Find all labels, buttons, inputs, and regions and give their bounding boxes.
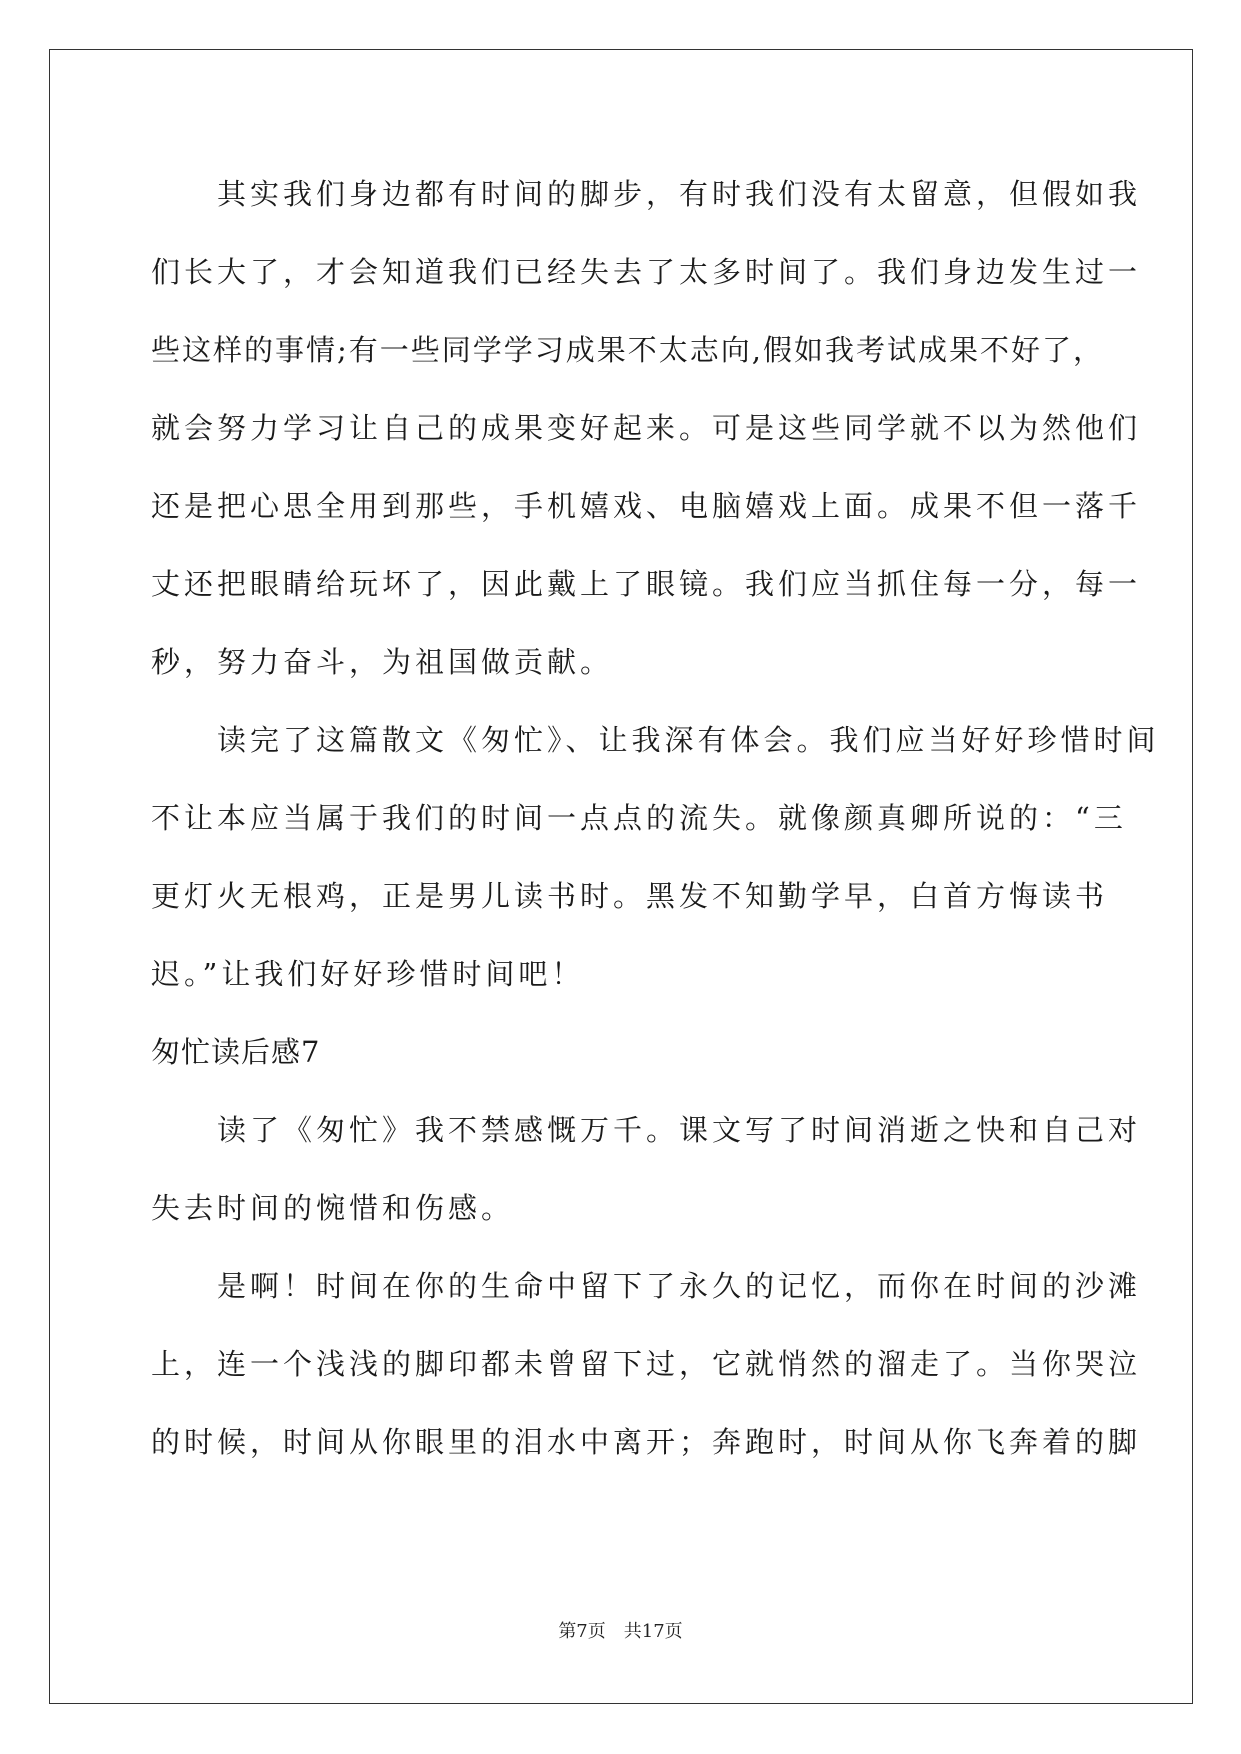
text-line: 不让本应当属于我们的时间一点点的流失。就像颜真卿所说的：“三 xyxy=(151,801,1127,835)
text-line: 上，连一个浅浅的脚印都未曾留下过，它就悄然的溜走了。当你哭泣 xyxy=(151,1347,1142,1381)
text-line: 读了《匆忙》我不禁感慨万千。课文写了时间消逝之快和自己对 xyxy=(151,1113,1142,1147)
text-line: 还是把心思全用到那些，手机嬉戏、电脑嬉戏上面。成果不但一落千 xyxy=(151,489,1142,523)
page-number-total: 共17页 xyxy=(623,1621,683,1642)
section-heading: 匆忙读后感7 xyxy=(151,1035,321,1069)
text-line: 迟。”让我们好好珍惜时间吧！ xyxy=(151,957,585,991)
text-line: 其实我们身边都有时间的脚步，有时我们没有太留意，但假如我 xyxy=(151,177,1142,211)
text-line: 就会努力学习让自己的成果变好起来。可是这些同学就不以为然他们 xyxy=(151,411,1142,445)
text-line: 是啊！时间在你的生命中留下了永久的记忆，而你在时间的沙滩 xyxy=(151,1269,1142,1303)
text-line: 读完了这篇散文《匆忙》、让我深有体会。我们应当好好珍惜时间 xyxy=(151,723,1160,757)
text-line: 更灯火无根鸡，正是男儿读书时。黑发不知勤学早，白首方悔读书 xyxy=(151,879,1109,913)
page-footer xyxy=(0,1620,1241,1644)
text-line: 秒，努力奋斗，为祖国做贡献。 xyxy=(151,645,614,679)
document-body xyxy=(151,155,1160,1481)
page-number-current: 第7页 xyxy=(558,1621,606,1642)
text-line: 些这样的事情;有一些同学学习成果不太志向,假如我考试成果不好了， xyxy=(151,333,1104,367)
text-line: 丈还把眼睛给玩坏了，因此戴上了眼镜。我们应当抓住每一分，每一 xyxy=(151,567,1142,601)
text-line: 的时候，时间从你眼里的泪水中离开；奔跑时，时间从你飞奔着的脚 xyxy=(151,1425,1142,1459)
text-line: 失去时间的惋惜和伤感。 xyxy=(151,1191,515,1225)
text-line: 们长大了，才会知道我们已经失去了太多时间了。我们身边发生过一 xyxy=(151,255,1142,289)
